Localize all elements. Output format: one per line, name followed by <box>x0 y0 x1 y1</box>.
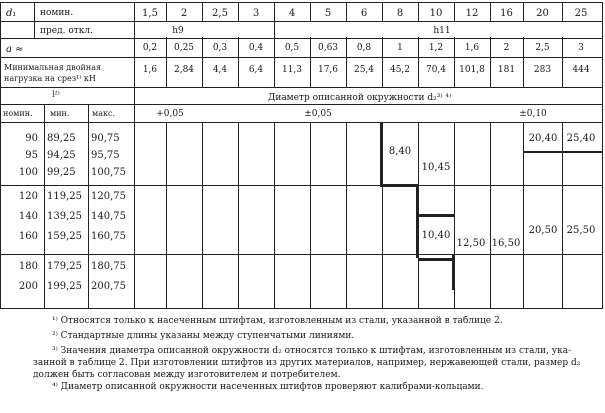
length-max: 100,75 <box>91 167 126 178</box>
length-min: 159,25 <box>47 231 82 242</box>
d1-value: 25 <box>574 8 588 19</box>
grid-line <box>0 308 603 309</box>
load-label-line1: Минимальная двойная <box>4 63 102 72</box>
min-label: мин. <box>50 109 70 118</box>
d2-cell-20-b: 20,50 <box>528 225 558 236</box>
d1-value: 2,5 <box>212 8 228 19</box>
length-nominal: 140 <box>18 211 38 222</box>
grid-line <box>34 2 35 38</box>
d2-cell-25-a: 25,40 <box>566 133 596 144</box>
d1-value: 16 <box>500 8 513 19</box>
grid-line <box>0 104 134 105</box>
grid-line <box>166 122 167 308</box>
length-max: 140,75 <box>91 211 126 222</box>
load-value: 17,6 <box>317 65 339 75</box>
d2-cell-10-a: 10,45 <box>421 162 451 173</box>
load-value: 11,3 <box>281 65 303 75</box>
a-value: 1 <box>397 43 403 53</box>
a-value: 0,3 <box>212 43 228 53</box>
footnote-2: ²⁾ Стандартные длины указаны между ступенчатыми линиями. <box>52 331 355 341</box>
tolerance-pm-005: ±0,05 <box>304 109 332 119</box>
grid-line <box>202 2 203 87</box>
length-min: 199,25 <box>47 281 82 292</box>
length-nominal: 160 <box>18 231 38 242</box>
length-nominal: 90 <box>25 133 38 144</box>
grid-line <box>0 87 603 88</box>
d1-label: d₁ <box>6 8 17 19</box>
grid-line <box>523 2 524 87</box>
grid-line <box>562 2 563 87</box>
d1-value: 6 <box>360 8 368 19</box>
load-value: 70,4 <box>425 65 447 75</box>
tolerance-cell-h9-bg <box>135 22 273 37</box>
grid-line <box>238 2 239 87</box>
d1-value: 4 <box>288 8 296 19</box>
d2-cell-10-b: 10,40 <box>421 230 451 241</box>
length-max: 95,75 <box>91 150 120 161</box>
d1-value: 20 <box>536 8 549 19</box>
diameter-title: Диаметр описанной окружности d₂³⁾ ⁴⁾ <box>268 93 452 103</box>
length-min: 119,25 <box>47 191 82 202</box>
nom-label: номин. <box>3 109 33 118</box>
load-value: 101,8 <box>459 65 485 75</box>
grid-line <box>166 2 167 87</box>
d2-cell-20-a: 20,40 <box>528 133 558 144</box>
a-value: 0,63 <box>317 43 339 53</box>
grid-line <box>346 2 347 87</box>
a-value: 1,6 <box>464 43 480 53</box>
d1-value: 1,5 <box>142 8 158 19</box>
grid-line <box>0 2 603 3</box>
grid-line <box>523 151 603 153</box>
length-min: 179,25 <box>47 261 82 272</box>
d2-cell-12: 12,50 <box>456 238 486 249</box>
load-value: 45,2 <box>389 65 411 75</box>
length-max: 180,75 <box>91 261 126 272</box>
length-nominal: 200 <box>18 281 38 292</box>
grid-line <box>380 184 418 187</box>
length-max: 200,75 <box>91 281 126 292</box>
load-value: 6,4 <box>248 65 264 75</box>
grid-line <box>418 214 454 217</box>
footnote-3-line3: должен быть согласован между изготовителем и потребителем. <box>33 370 341 380</box>
grid-line <box>0 122 603 123</box>
d2-cell-16: 16,50 <box>491 238 521 249</box>
grid-line <box>418 258 454 261</box>
length-min: 99,25 <box>47 167 76 178</box>
a-value: 0,4 <box>248 43 264 53</box>
d1-value: 12 <box>465 8 479 19</box>
length-max: 90,75 <box>91 133 120 144</box>
grid-line <box>0 185 603 186</box>
length-nominal: 100 <box>18 167 38 178</box>
grid-line <box>134 2 135 87</box>
tolerance-pm-010: ±0,10 <box>519 109 547 119</box>
grid-line <box>238 122 239 308</box>
a-value: 0,5 <box>284 43 300 53</box>
grid-line <box>380 122 383 185</box>
grid-line <box>416 184 419 258</box>
d1-value: 10 <box>429 8 443 19</box>
grid-line <box>310 122 311 308</box>
grid-line <box>523 122 524 308</box>
d1-value: 5 <box>324 8 332 19</box>
a-value: 3 <box>578 43 584 53</box>
grid-line <box>0 2 1 308</box>
load-label-line2: нагрузка на срез¹⁾ кН <box>4 74 96 83</box>
grid-line <box>134 87 135 308</box>
grid-line <box>418 2 419 87</box>
load-value: 283 <box>533 65 552 75</box>
length-nominal: 120 <box>18 191 38 202</box>
length-nominal: 180 <box>18 261 38 272</box>
load-value: 2,84 <box>173 65 195 75</box>
length-min: 94,25 <box>47 150 76 161</box>
length-min: 89,25 <box>47 133 76 144</box>
grid-line <box>274 2 275 87</box>
a-value: 0,8 <box>356 43 372 53</box>
d2-cell-8: 8,40 <box>388 146 412 157</box>
grid-line <box>0 38 603 39</box>
load-value: 444 <box>572 65 590 75</box>
d1-value: 2 <box>180 8 188 19</box>
max-label: макс. <box>92 109 116 118</box>
d1-value: 3 <box>252 8 260 19</box>
d1-value: 8 <box>396 8 404 19</box>
a-value: 0,2 <box>142 43 158 53</box>
a-value: 1,2 <box>428 43 444 53</box>
footnote-3-line2: занной в таблице 2. При изготовлении штифтов из других материалов, например, нержавеющей стали, размер d₂ <box>33 358 581 368</box>
grid-line <box>382 2 383 87</box>
a-value: 0,25 <box>173 43 195 53</box>
tolerance-h9: h9 <box>172 26 184 36</box>
grid-line <box>490 2 491 87</box>
grid-line <box>452 254 455 290</box>
load-value: 4,4 <box>212 65 228 75</box>
grid-line <box>0 57 603 58</box>
grid-line <box>88 104 89 308</box>
grid-line <box>0 254 603 255</box>
load-value: 25,4 <box>353 65 375 75</box>
load-value: 181 <box>497 65 516 75</box>
length-max: 120,75 <box>91 191 126 202</box>
nominal-label: номин. <box>40 8 74 18</box>
length-nominal: 95 <box>25 150 38 161</box>
a-value: 2,5 <box>535 43 550 53</box>
grid-line <box>134 104 603 105</box>
grid-line <box>346 122 347 308</box>
a-value: 2 <box>503 43 510 53</box>
tolerance-plus-005: +0,05 <box>156 109 184 119</box>
grid-line <box>310 2 311 87</box>
load-value: 1,6 <box>142 65 158 75</box>
grid-line <box>202 122 203 308</box>
grid-line <box>454 2 455 87</box>
grid-line <box>602 2 603 308</box>
grid-line <box>274 122 275 308</box>
deviation-label: пред. откл. <box>40 26 93 36</box>
grid-line <box>562 122 563 308</box>
footnote-4: ⁴⁾ Диаметр описанной окружности насеченных штифтов проверяют калибрами-кольцами. <box>52 382 484 392</box>
tolerance-h11: h11 <box>433 26 451 36</box>
length-max: 160,75 <box>91 231 126 242</box>
a-label: a ≈ <box>6 44 24 55</box>
l-label: l²⁾ <box>52 90 60 99</box>
footnote-1: ¹⁾ Относятся только к насеченным штифтам, изготовленным из стали, указанной в таблице 2. <box>52 316 503 326</box>
grid-line <box>44 104 45 308</box>
footnote-3-line1: ³⁾ Значения диаметра описанной окружности d₂ относятся только к штифтам, изготовленным из стали, ука- <box>52 346 572 356</box>
length-min: 139,25 <box>47 211 82 222</box>
grid-line <box>490 122 491 308</box>
d2-cell-25-b: 25,50 <box>566 225 596 236</box>
